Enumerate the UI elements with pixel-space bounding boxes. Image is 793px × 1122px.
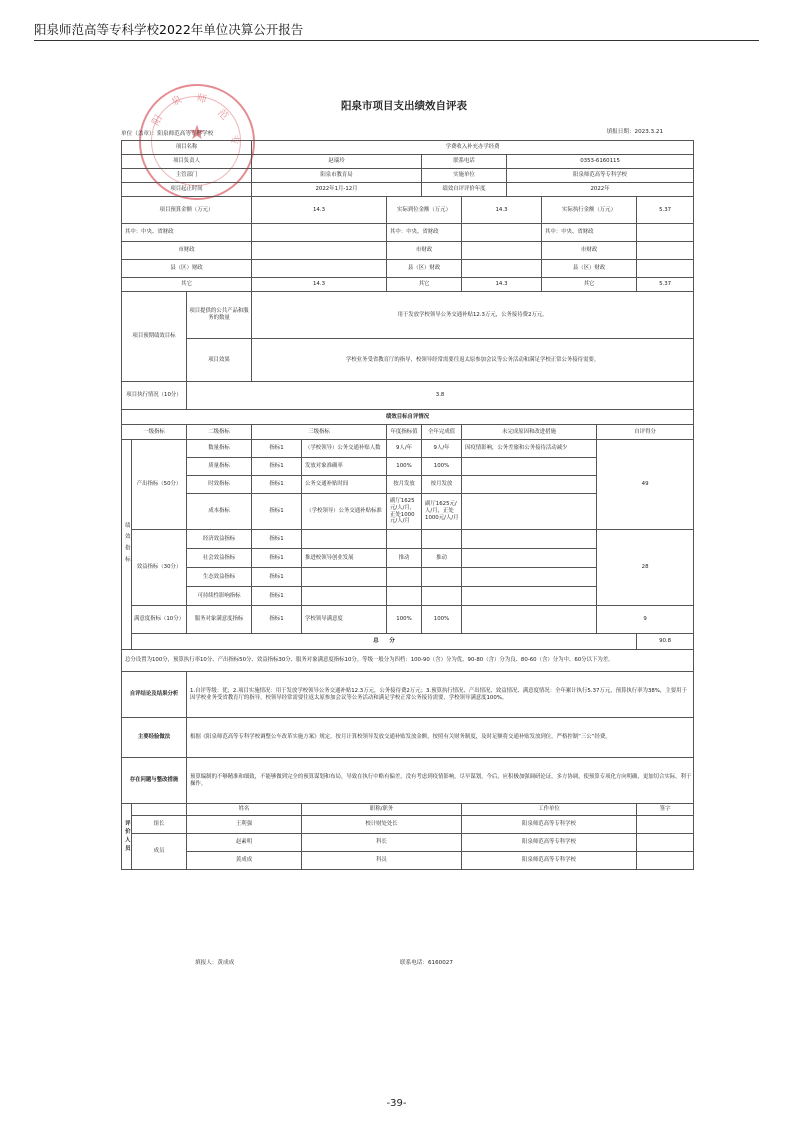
service-label: 项目提供的公共产品和服务的数量 [187, 292, 252, 339]
effect-text: 学校业务受省教育厅的指导，校领导经常需要往返太原参加会议等公务活动和满足学校正常公务接待需要。 [252, 339, 694, 382]
lv2-sustainability: 可持续性影响指标 [187, 587, 252, 606]
output-score: 49 [597, 440, 694, 530]
eval-section-title: 绩效目标自评情况 [122, 410, 694, 425]
total-label: 总 分 [132, 634, 637, 650]
benefit-group: 效益指标（30分） [132, 530, 187, 606]
lv2-quality: 质量指标 [187, 458, 252, 476]
reviewer-col-org: 工作单位 [462, 804, 637, 816]
col-lv1: 一级指标 [122, 425, 187, 440]
lv2-social: 社会效益指标 [187, 549, 252, 568]
page-header-title: 阳泉师范高等专科学校2022年单位决算公开报告 [34, 22, 304, 37]
page-number: -39- [386, 1098, 407, 1109]
service-text: 用于发放学校领导公务交通补贴12.3万元，公务接待费2万元。 [252, 292, 694, 339]
problems-text: 预算编制的不够精准和细致，不能够做到完全的预算谋划和布局，导致在执行中略有偏差，没有考虑到疫情影响，尽早谋划，今后，应积极加强调研论证，多方协调，使预算专项化方向明确，更加切合实际，利于操作。 [187, 758, 694, 804]
executed-value: 5.37 [637, 197, 694, 224]
satisfy-group: 满意度指标（10分） [132, 606, 187, 634]
col-target: 年度指标值 [387, 425, 422, 440]
indicator-satisfaction: 学校领导满意度 [302, 606, 387, 634]
indicator-social: 推进校领导创业发展 [302, 549, 387, 568]
period-value: 2022年1月-12月 [252, 183, 422, 197]
reviewer-col-title: 职称/职务 [302, 804, 462, 816]
col-lv2: 二级指标 [187, 425, 252, 440]
lv2-economic: 经济效益指标 [187, 530, 252, 549]
fill-date: 填报日期：2023.3.21 [606, 129, 663, 135]
conclusion-text: 1.自评等级：优；2.项目实施情况：用于发放学校领导公务交通补贴12.3万元，公务接待费2万元；3.预算执行情况、产出情况、效益情况、满意度情况：全年累计执行5.37万元，预算执行率为38%，主要用于因学校业务受省教育厅的指导，校领导经常需要往返太原参加会议等公务活动和满足学校正常公务接待需要，学校领导满意度100%。 [187, 672, 694, 718]
phone-value: 0353-6160115 [507, 155, 694, 169]
exec-score: 3.8 [187, 382, 694, 410]
form-title: 阳泉市项目支出绩效自评表 [341, 100, 467, 112]
fin-other-a: 14.3 [252, 278, 387, 292]
allocated-value: 14.3 [462, 197, 542, 224]
phone-label: 联系电话 [422, 155, 507, 169]
dept-value: 阳泉市教育局 [252, 169, 422, 183]
unit-line: 单位（盖章）：阳泉师范高等专科学校 [121, 131, 214, 137]
output-group: 产出指标（50分） [132, 440, 187, 530]
effect-label: 项目效果 [187, 339, 252, 382]
evaluation-table: 项目名称 学费收入补充办学经费 项目负责人 赵瑞玲 联系电话 0353-6160115 主管部门 阳泉市教育局 实施单位 阳泉师范高等专科学校 项目起止时间 2022年1月-12月 绩效自评评价年度 2022年 项目预算金额（万元） 14.3 实际到位金额（万元） 14.3 实际执行金额（万元） 5.37 其中：中央、省财政 其中：中央、省财政 其中：中央、省财政 市财政 市财政 市财政 县（区）财政 县（区）财政 县（区）财政 其它 14.3 其它 14.3 其它 5.37 项目预期绩效目标 项目提供的公共产品和服务的数量 用于发放学校领导公务交通补贴12.3万元，公务接待费2万元。 项目效果 学校业务受省教育厅的指导，校领导经常需要往返太原参加会议等公务活动和满足学校正常公务接待需要。 项目执行情况（10分） 3.8 绩效目标自评情况 一级指标 二级指标 三级指标 年度指标值 全年完成值 未完成原因和改进措施 自评得分 绩效指标 产出指标（50分） 数量指标 指标1 （学校领导）公务交通补贴人数 9人/年 9人/年 因疫情影响，公务差旅和公务接待活动减少 49 质量指标 指标1 发放对象准确率 100% 100% 时效指标 指标1 公务交通补贴时间 按月发放 按月发放 成本指标 指标1 （学校领导）公务交通补贴标准 副厅1625元/人/月，正处1000元/人/月 副厅1625元/人/月，正处1000元/人/月 效益指标（30分） 经济效益指标 指标1 28 社会效益指标 指标1 推进校领导创业发展 推动 推动 生态效益指标 指标1 可持续性影响指标 指标1 满意度指标（10分） 服务对象满意度指标 指标1 学校领导满意度 100% 100% 9 总 分 90.8 总分设置为100分，预算执行率10分、产出指标50分、效益指标30分、服务对象满意度指标10分。等级一般分为四档：100-90（含）分为优、90-80（含）分为良、80-60（含）分为中、60分以下为差。 自评结论及结果分析 1.自评等级：优；2.项目实施情况：用于发放学校领导公务交通补贴12.3万元，公务接待费2万元；3.预算执行情况、产出情况、效益情况、满意度情况：全年累计执行5.37万元，预算执行率为38%，主要用于因学校业务受省教育厅的指导，校领导经常需要往返太原参加会议等公务活动和满足学校正常公务接待需要，学校领导满意度100%。 主要经验做法 根据《阳泉师范高等专科学校调整公车改革实施方案》规定，按月计算校领导发放交通补贴发放金额，按照有关财务制度，及时足额将交通补贴发放到位，严格控制“三公”经费。 存在问题与整改措施 预算编制的不够精准和细致，不能够做到完全的预算谋划和布局，导致在执行中略有偏差，没有考虑到疫情影响，尽早谋划，今后，应积极加强调研论证，多方协调，使预算专项化方向明确，更加切合实际，利于操作。 评价人员 姓名 职称/职务 工作单位 签字 组长 王利强 校计财处处长 阳泉师范高等专科学校 成员 赵素明 科长 阳泉师范高等专科学校 黄成成 科员 阳泉师范高等专科学校 [121, 140, 694, 870]
fin-county-label: 县（区）财政 [122, 260, 252, 278]
total-score: 90.8 [637, 634, 694, 650]
lv2-satisfaction: 服务对象满意度指标 [187, 606, 252, 634]
experience-label: 主要经验做法 [122, 718, 187, 758]
dept-label: 主管部门 [122, 169, 252, 183]
project-name: 学费收入补充办学经费 [252, 141, 694, 155]
indicator-side-label: 绩效指标 [122, 440, 132, 650]
col-score: 自评得分 [597, 425, 694, 440]
reviewer-col-name: 姓名 [187, 804, 302, 816]
project-name-label: 项目名称 [122, 141, 252, 155]
conclusion-label: 自评结论及结果分析 [122, 672, 187, 718]
goal-label: 项目预期绩效目标 [122, 292, 187, 382]
leader-value: 赵瑞玲 [252, 155, 422, 169]
col-lv3: 三级指标 [252, 425, 387, 440]
benefit-score: 28 [597, 530, 694, 606]
fin-central-label: 其中：中央、省财政 [122, 224, 252, 242]
filler: 填报人：黄成成 [195, 960, 235, 966]
seal-star-icon: ★ [188, 120, 206, 144]
evaluation-sheet: ★ 阳 泉 师 范 专 阳泉市项目支出绩效自评表 单位（盖章）：阳泉师范高等专科学校 填报日期：2023.3.21 项目名称 学费收入补充办学经费 项目负责人 赵瑞玲 联系电话 0353-6160115 主管部门 阳泉市教育局 实施单位 阳泉师范高等专科学校 项目起止时间 2022年1月-12月 绩效自评评价年度 2022年 项目预算金额（万元） 14.3 实际到位金额（万元） 14.3 实际执行金额（万元） 5.37 其中：中央、省财政 其中：中央、省财政 其中：中央、省财政 市财政 市财政 市财政 县（区）财政 县（区）财政 县（区）财政 其它 14.3 其它 14.3 其它 5.37 项目预期绩效目标 项目提供的公共产品和服务的数量 用于发放学校领导公务交通补贴12.3万元，公务接待费2万元。 项目效果 学校业务受省教育厅的指导，校领导经常需要往返太原参加会议等公务活动和满足学校正常公务接待需要。 项目执行情况（10分） 3.8 绩效目标自评情况 一级指标 二级指标 三级指标 年度指标值 全年完成值 未完成原因和改进措施 自评得分 绩效指标 产出指标（50分） 数量指标 指标1 （学校领导）公务交通补贴人数 9人/年 9人/年 因疫情影响，公务差旅和公务接待活动减少 49 质量指标 指标1 发放对象准确率 100% 100% 时效指标 指标1 公务交通补贴时间 按月发放 按月发放 成本指标 指标1 （学校领导）公务交通补贴标准 副厅1625元/人/月，正处1000元/人/月 副厅1625元/人/月，正处1000元/人/月 效益指标（30分） 经济效益指标 指标1 28 社会效益指标 指标1 推进校领导创业发展 推动 推动 生态效益指标 指标1 可持续性影响指标 指标1 满意度指标（10分） 服务对象满意度指标 指标1 学校领导满意度 100% 100% 9 总 分 90.8 总分设置为100分，预算执行率10分、产出指标50分、效益指标30分、服务对象满意度指标10分。等级一般分为四档：100-90（含）分为优、90-80（含）分为良、80-60（含）分为中、60分以下为差。 自评结论及结果分析 1.自评等级：优；2.项目实施情况：用于发放学校领导公务交通补贴12.3万元，公务接待费2万元；3.预算执行情况、产出情况、效益情况、满意度情况：全年累计执行5.37万元，预算执行率为38%，主要用于因学校业务受省教育厅的指导，校领导经常需要往返太原参加会议等公务活动和满足学校正常公务接待需要，学校领导满意度100%。 主要经验做法 根据《阳泉师范高等专科学校调整公车改革实施方案》规定，按月计算校领导发放交通补贴发放金额，按照有关财务制度，及时足额将交通补贴发放到位，严格控制“三公”经费。 存在问题与整改措施 预算编制的不够精准和细致，不能够做到完全的预算谋划和布局，导致在执行中略有偏差，没有考虑到疫情影响，尽早谋划，今后，应积极加强调研论证，多方协调，使预算专项化方向明确，更加切合实际，利于操作。 评价人员 姓名 职称/职务 工作单位 签字 组长 王利强 校计财处处长 阳泉师范高等专科学校 成员 赵素明 科长 阳泉师范高等专科学校 黄成成 科员 阳泉师范高等专科学校 填报人：黄成成 联系电话：6160027 [115, 78, 693, 973]
lv2-quantity: 数量指标 [187, 440, 252, 458]
leader-label: 项目负责人 [122, 155, 252, 169]
col-actual: 全年完成值 [422, 425, 462, 440]
lv2-cost: 成本指标 [187, 494, 252, 530]
reviewer-role-member: 成员 [132, 834, 187, 870]
scoring-note: 总分设置为100分，预算执行率10分、产出指标50分、效益指标30分、服务对象满意度指标10分。等级一般分为四档：100-90（含）分为优、90-80（含）分为良、80-60（含）分为中、60分以下为差。 [122, 650, 694, 672]
reviewer-side-label: 评价人员 [122, 804, 132, 870]
indicator-headcount: （学校领导）公务交通补贴人数 [302, 440, 387, 458]
fin-other-c: 5.37 [637, 278, 694, 292]
fin-other-b: 14.3 [462, 278, 542, 292]
eval-year-label: 绩效自评评价年度 [422, 183, 507, 197]
exec-label: 项目执行情况（10分） [122, 382, 187, 410]
eval-year-value: 2022年 [507, 183, 694, 197]
reviewer-role-leader: 组长 [132, 816, 187, 834]
budget-label: 项目预算金额（万元） [122, 197, 252, 224]
executed-label: 实际执行金额（万元） [542, 197, 637, 224]
fin-other-label: 其它 [122, 278, 252, 292]
output-reason: 因疫情影响，公务差旅和公务接待活动减少 [462, 440, 597, 458]
filler-phone: 联系电话：6160027 [400, 960, 453, 966]
period-label: 项目起止时间 [122, 183, 252, 197]
fin-city-label: 市财政 [122, 242, 252, 260]
col-reason: 未完成原因和改进措施 [462, 425, 597, 440]
problems-label: 存在问题与整改措施 [122, 758, 187, 804]
impl-label: 实施单位 [422, 169, 507, 183]
reviewer-col-sign: 签字 [637, 804, 694, 816]
satisfy-score: 9 [597, 606, 694, 634]
header-divider [34, 40, 759, 41]
experience-text: 根据《阳泉师范高等专科学校调整公车改革实施方案》规定，按月计算校领导发放交通补贴发放金额，按照有关财务制度，及时足额将交通补贴发放到位，严格控制“三公”经费。 [187, 718, 694, 758]
lv2-timeliness: 时效指标 [187, 476, 252, 494]
allocated-label: 实际到位金额（万元） [387, 197, 462, 224]
lv2-ecological: 生态效益指标 [187, 568, 252, 587]
impl-value: 阳泉师范高等专科学校 [507, 169, 694, 183]
budget-value: 14.3 [252, 197, 387, 224]
